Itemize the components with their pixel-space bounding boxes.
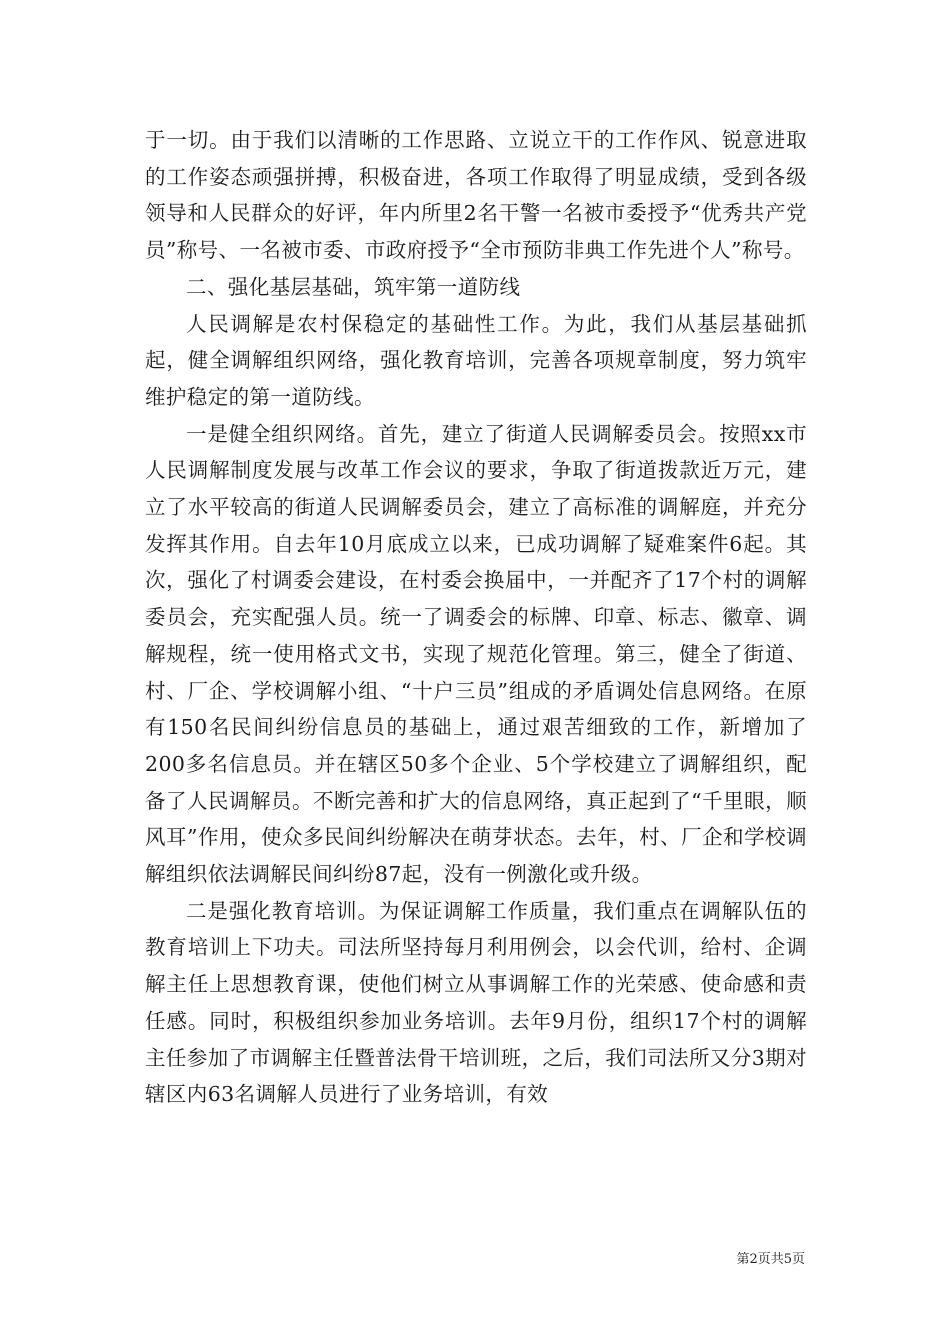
paragraph-organization-network: 一是健全组织网络。首先，建立了街道人民调解委员会。按照xx市人民调解制度发展与改革工作会议的要求，争取了街道拨款近万元，建立了水平较高的街道人民调解委员会，建立了高标准的调解庭，并充分发挥其作用。自去年10月底成立以来，已成功调解了疑难案件6起。其次，强化了村调委会建设，在村委会换届中，一并配齐了17个村的调解委员会，充实配强人员。统一了调委会的标牌、印章、标志、徽章、调解规程，统一使用格式文书，实现了规范化管理。第三，健全了街道、村、厂企、学校调解小组、“十户三员”组成的矛盾调处信息网络。在原有150名民间纠纷信息员的基础上，通过艰苦细致的工作，新增加了200多名信息员。并在辖区50多个企业、5个学校建立了调解组织，配备了人民调解员。不断完善和扩大的信息网络，真正起到了“千里眼，顺风耳”作用，使众多民间纠纷解决在萌芽状态。去年，村、厂企和学校调解组织依法调解民间纠纷87起，没有一例激化或升级。 [145, 421, 807, 887]
document-body [145, 122, 807, 1113]
paragraph-intro: 人民调解是农村保稳定的基础性工作。为此，我们从基层基础抓起，健全调解组织网络，强化教育培训，完善各项规章制度，努力筑牢维护稳定的第一道防线。 [145, 311, 807, 409]
paragraph-education-training: 二是强化教育培训。为保证调解工作质量，我们重点在调解队伍的教育培训上下功夫。司法所坚持每月利用例会，以会代训，给村、企调解主任上思想教育课，使他们树立从事调解工作的光荣感、使命感和责任感。同时，积极组织参加业务培训。去年9月份，组织17个村的调解主任参加了市调解主任暨普法骨干培训班，之后，我们司法所又分3期对辖区内63名调解人员进行了业务培训，有效 [145, 898, 807, 1107]
section-heading: 二、强化基层基础，筑牢第一道防线 [186, 274, 521, 299]
paragraph-continuation: 于一切。由于我们以清晰的工作思路、立说立干的工作作风、锐意进取的工作姿态顽强拼搏，积极奋进，各项工作取得了明显成绩，受到各级领导和人民群众的好评，年内所里2名干警一名被市委授予“优秀共产党员”称号、一名被市委、市政府授予“全市预防非典工作先进个人”称号。 [145, 128, 807, 263]
page-number: 第2页共5页 [736, 1252, 805, 1267]
